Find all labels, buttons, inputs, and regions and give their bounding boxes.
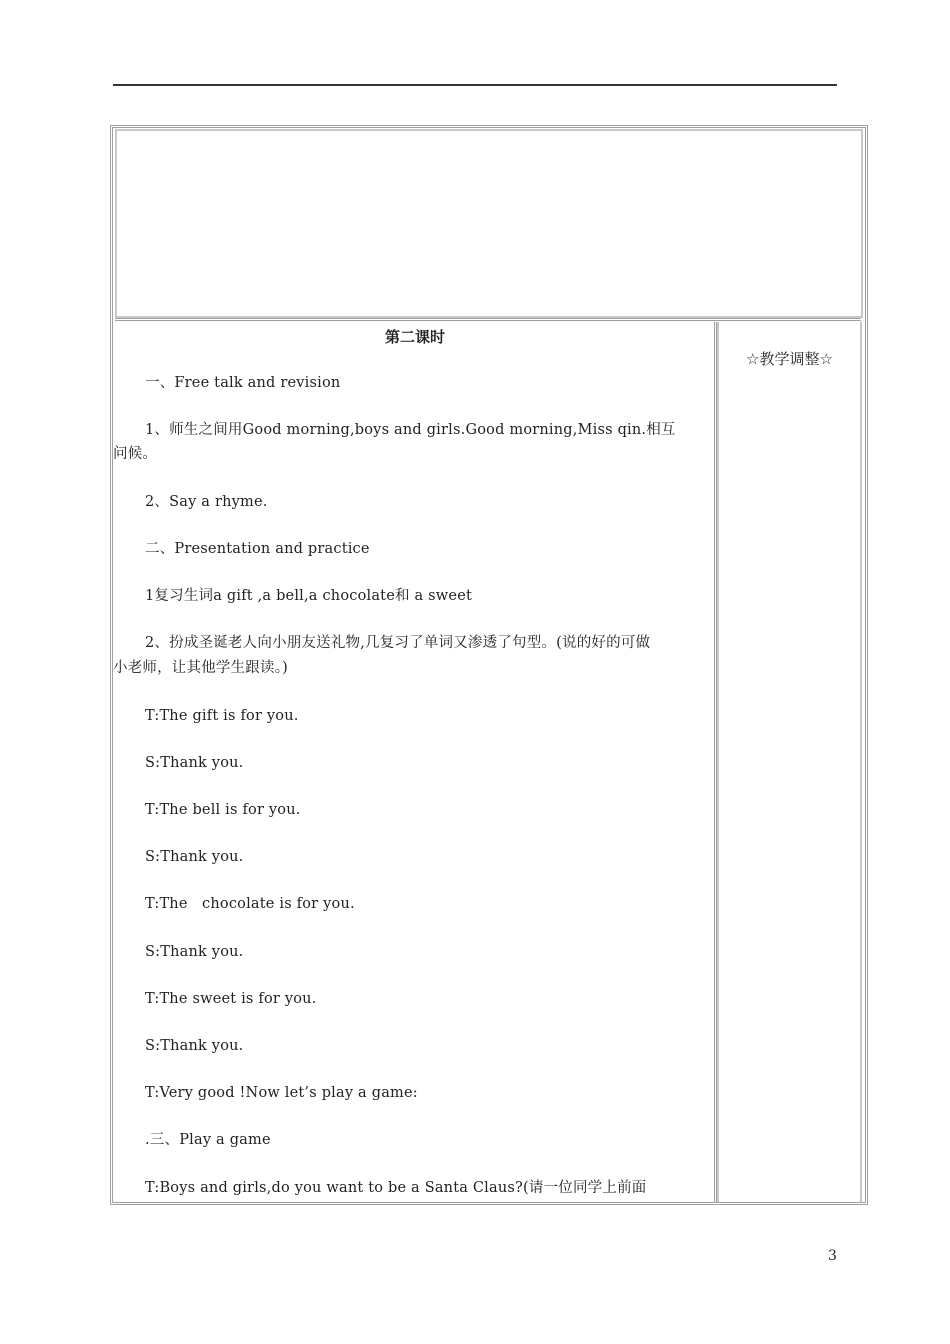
- paragraph-line: 1复习生词a gift ,a bell,a chocolate和 a sweet: [145, 588, 472, 604]
- lesson-content-cell: [113, 322, 717, 1202]
- empty-top-cell: [115, 129, 863, 318]
- paragraph-line: 问候。: [113, 446, 158, 462]
- row-separator: [115, 318, 861, 321]
- dialogue-line: T:Very good !Now let’s play a game:: [145, 1085, 418, 1101]
- dialogue-line: S:Thank you.: [145, 849, 244, 865]
- paragraph-line: 1、师生之间用Good morning,boys and girls.Good morning,Miss qin.相互: [145, 422, 676, 438]
- paragraph-line: 2、扮成圣诞老人向小朋友送礼物,几复习了单词又渗透了句型。(说的好的可做: [145, 635, 651, 651]
- teaching-adjustment-cell: [717, 322, 862, 1202]
- dialogue-line: T:The bell is for you.: [145, 802, 301, 818]
- teaching-adjustment-title: ☆教学调整☆: [746, 350, 833, 368]
- paragraph-line: 小老师，让其他学生跟读。): [113, 660, 289, 676]
- dialogue-line: T:The chocolate is for you.: [145, 896, 355, 912]
- dialogue-line: T:The gift is for you.: [145, 708, 299, 724]
- dialogue-line: S:Thank you.: [145, 755, 244, 771]
- dialogue-line: T:Boys and girls,do you want to be a Santa Claus?(请一位同学上前面: [145, 1180, 647, 1196]
- section-heading: 一、Free talk and revision: [145, 375, 341, 391]
- section-heading: 二、Presentation and practice: [145, 541, 370, 557]
- dialogue-line: S:Thank you.: [145, 1038, 244, 1054]
- dialogue-line: S:Thank you.: [145, 944, 244, 960]
- header-rule: [113, 84, 837, 86]
- lesson-title: 第二课时: [384, 328, 445, 346]
- paragraph-line: 2、Say a rhyme.: [145, 494, 268, 510]
- dialogue-line: T:The sweet is for you.: [145, 991, 317, 1007]
- section-heading: .三、Play a game: [145, 1132, 271, 1148]
- page-number: 3: [828, 1248, 837, 1264]
